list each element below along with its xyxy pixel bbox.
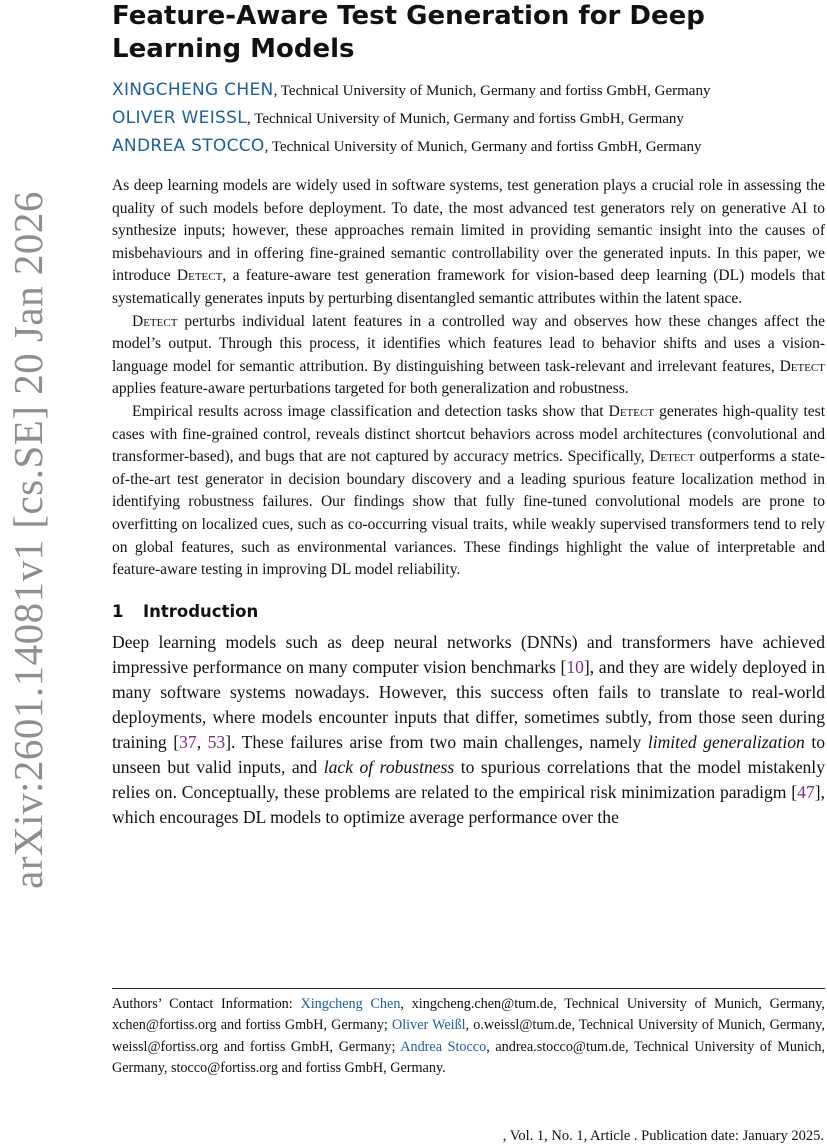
- method-name: Detect: [779, 357, 825, 375]
- section-number: 1: [112, 601, 124, 621]
- author-affiliation: , Technical University of Munich, Germany and fortiss GmbH, Germany: [273, 83, 711, 99]
- citation-link[interactable]: 47: [797, 781, 815, 802]
- method-name: Detect: [649, 448, 695, 466]
- arxiv-identifier: arXiv:2601.14081v1 [cs.SE] 20 Jan 2026: [5, 191, 51, 889]
- author-affiliation: , Technical University of Munich, Germany and fortiss GmbH, Germany: [246, 111, 684, 127]
- emphasis: limited generalization: [647, 731, 805, 752]
- abstract-paragraph: As deep learning models are widely used in software systems, test generation plays a crucial role in assessing the quality of such models before deployment. To date, the most advanced test generators rely on generative AI to synthesize inputs; however, these approaches remain limited in providing semantic insight into the causes of misbehaviours and in offering fine-grained semantic controllability over the generated inputs. In this paper, we introduce Detect, a feature-aware test generation framework for vision-based deep learning (DL) models that systematically generates inputs by perturbing disentangled semantic attributes within the latent space.: [112, 177, 825, 307]
- method-name: Detect: [176, 267, 223, 285]
- body-paragraph: Deep learning models such as deep neural networks (DNNs) and transformers have achieved impressive performance on many computer vision benchmarks [10], and they are widely deployed in many software systems nowadays. However, this success often fails to translate to real-world deployments, where models encounter inputs that differ, sometimes subtly, from those seen during training [37, 53]. These failures arise from two main challenges, namely limited generalization to unseen but valid inputs, and lack of robustness to spurious correlations that the model mistakenly relies on. Conceptually, these problems are related to the empirical risk minimization paradigm [47], which encourages DL models to optimize average performance over the: [112, 631, 826, 827]
- abstract: [112, 175, 825, 582]
- author-entry: [112, 105, 825, 133]
- author-list: [112, 77, 825, 161]
- method-name: Detect: [132, 312, 178, 330]
- emphasis: lack of robustness: [323, 756, 455, 777]
- abstract-paragraph: Detect perturbs individual latent features in a controlled way and observes how these changes affect the model’s output. Through this process, it identifies which features lead to behavior shifts and uses a vision-language model for semantic attribution. By distinguishing between task-relevant and irrelevant features, Detect applies feature-aware perturbations targeted for both generalization and robustness.: [112, 312, 825, 398]
- author-link[interactable]: ANDREA STOCCO: [112, 136, 265, 156]
- abstract-paragraph: Empirical results across image classification and detection tasks show that Detect generates high-quality test cases with fine-grained control, reveals distinct shortcut behaviors across model architectures (convolutional and transformer-based), and bugs that are not captured by accuracy metrics. Specifically, Detect outperforms a state-of-the-art test generator in decision boundary discovery and a leading spurious feature localization method in identifying robustness failures. Our findings show that fully fine-tuned convolutional models are prone to overfitting on localized cues, such as co-occurring visual traits, while weakly supervised transformers tend to rely on global features, such as environmental variances. These findings highlight the value of interpretable and feature-aware testing in improving DL model reliability.: [112, 402, 826, 579]
- author-link[interactable]: OLIVER WEISSL: [112, 108, 247, 128]
- author-link[interactable]: Xingcheng Chen: [300, 996, 401, 1012]
- author-entry: [112, 77, 825, 105]
- author-link[interactable]: XINGCHENG CHEN: [112, 80, 274, 100]
- citation-link[interactable]: 53: [207, 731, 226, 752]
- citation-link[interactable]: 10: [566, 656, 584, 677]
- arxiv-sidebar: [0, 180, 56, 900]
- paper-title: Feature-Aware Test Generation for Deep Learning Models: [112, 1, 705, 64]
- author-entry: [112, 133, 825, 161]
- method-name: Detect: [608, 402, 655, 420]
- section-heading: [112, 600, 825, 624]
- author-affiliation: , Technical University of Munich, Germany and fortiss GmbH, Germany: [264, 139, 702, 155]
- author-link[interactable]: Oliver Weißl: [391, 1017, 466, 1034]
- citation-link[interactable]: 37: [179, 731, 197, 752]
- paper-page: [112, 0, 825, 830]
- page-footer: , Vol. 1, No. 1, Article . Publication date: January 2025.: [502, 1128, 824, 1144]
- author-contact-footnote: Authors’ Contact Information: Xingcheng Chen, xingcheng.chen@tum.de, Technical University of Munich, Germany, xchen@fortiss.org and fortiss GmbH, Germany; Oliver Weißl, o.weissl@tum.de, Technical University of Munich, Germany, weissl@fortiss.org and fortiss GmbH, Germany; Andrea Stocco, andrea.stocco@tum.de, Technical University of Munich, Germany, stocco@fortiss.org and fortiss GmbH, Germany.: [112, 988, 825, 1079]
- introduction-body: [112, 630, 825, 830]
- section-title: Introduction: [143, 601, 259, 621]
- author-link[interactable]: Andrea Stocco: [400, 1038, 487, 1055]
